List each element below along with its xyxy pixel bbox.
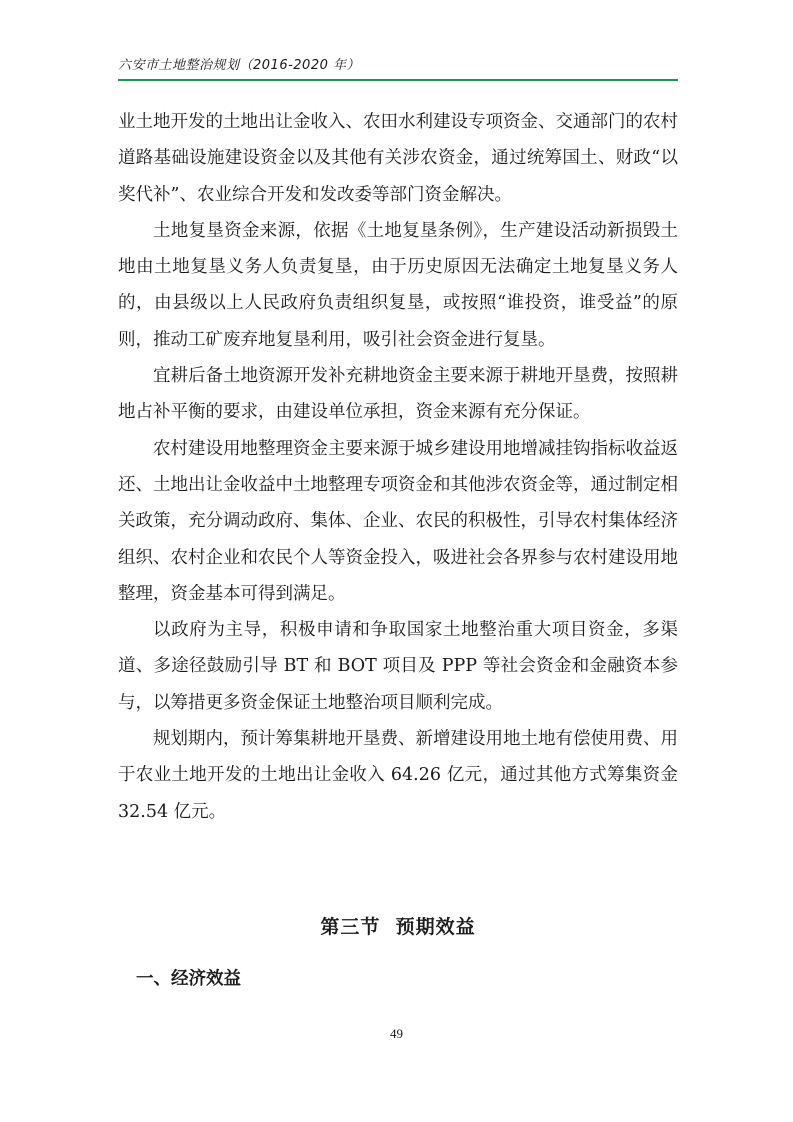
document-title: 六安市土地整治规划（2016-2020 年） — [118, 58, 360, 73]
running-header — [118, 52, 678, 78]
paragraph-reclamation-funds: 土地复垦资金来源，依据《土地复垦条例》，生产建设活动新损毁土地由土地复垦义务人负责复垦，由于历史原因无法确定土地复垦义务人的，由县级以上人民政府负责组织复垦，或按照“谁投资，谁受益”的原则，推动工矿废弃地复垦利用，吸引社会资金进行复垦。 — [118, 220, 678, 350]
paragraph-planning-period-funds: 规划期内，预计筹集耕地开垦费、新增建设用地土地有偿使用费、用于农业土地开发的土地出让金收入 64.26 亿元，通过其他方式筹集资金 32.54 亿元。 — [118, 729, 678, 822]
header-divider — [118, 79, 678, 81]
paragraph-funding-continuation: 业土地开发的土地出让金收入、农田水利建设专项资金、交通部门的农村道路基础设施建设资金以及其他有关涉农资金，通过统筹国土、财政“以奖代补”、农业综合开发和发改委等部门资金解决。 — [118, 112, 678, 205]
page-number: 49 — [390, 1026, 403, 1041]
subsection-heading: 一、经济效益 — [136, 969, 241, 989]
paragraph-rural-land-consolidation: 农村建设用地整理资金主要来源于城乡建设用地增减挂钩指标收益返还、土地出让金收益中土地整理专项资金和其他涉农资金等，通过制定相关政策，充分调动政府、集体、企业、农民的积极性，引导农村集体经济组织、农村企业和农民个人等资金投入，吸进社会各界参与农村建设用地整理，资金基本可得到满足。 — [118, 438, 678, 604]
paragraph-reserve-land-funds: 宜耕后备土地资源开发补充耕地资金主要来源于耕地开垦费，按照耕地占补平衡的要求，由建设单位承担，资金来源有充分保证。 — [118, 366, 678, 423]
section-heading: 第三节 预期效益 — [320, 916, 476, 938]
paragraph-government-led: 以政府为主导，积极申请和争取国家土地整治重大项目资金，多渠道、多途径鼓励引导 BT 和 BOT 项目及 PPP 等社会资金和金融资本参与，以筹措更多资金保证土地整治项目顺利完成。 — [118, 620, 678, 713]
body-text — [118, 104, 678, 830]
